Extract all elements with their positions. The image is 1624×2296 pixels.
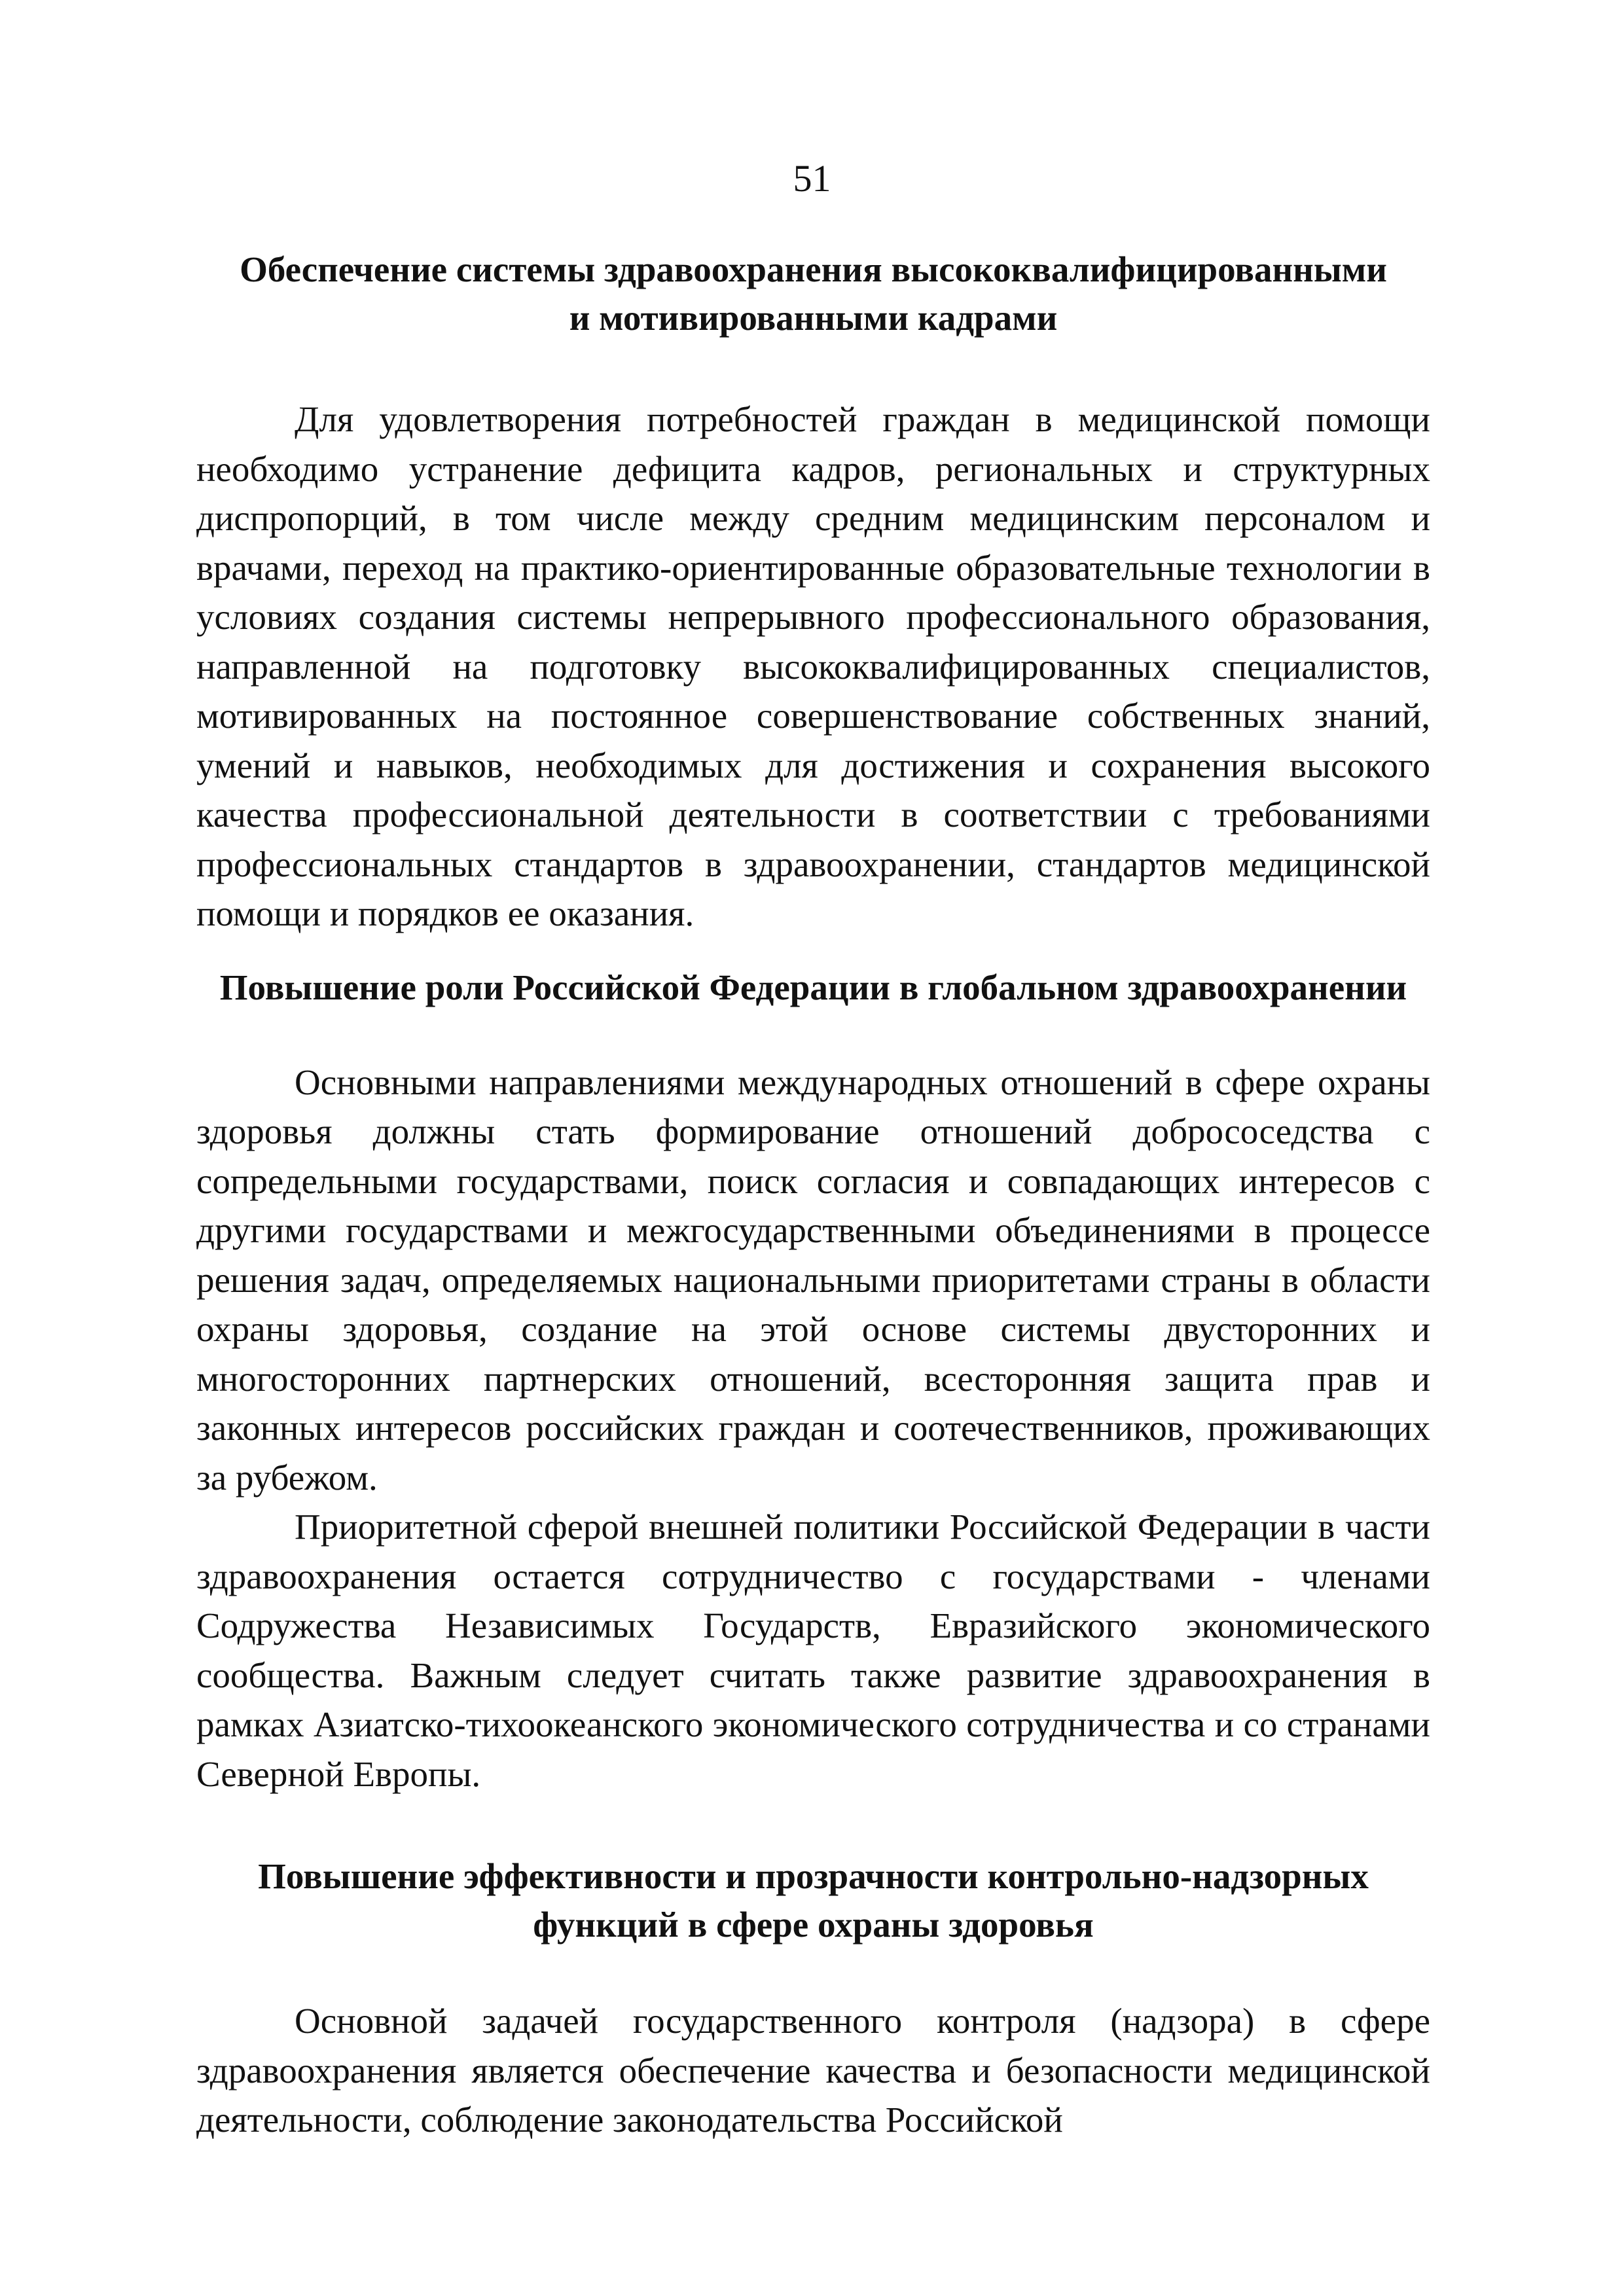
page-number: 51 [793, 157, 831, 200]
section-heading-control-oversight [196, 1852, 1430, 1949]
heading-line: функций в сфере охраны здоровья [533, 1905, 1094, 1945]
document-body [196, 245, 1430, 2145]
heading-line: Обеспечение системы здравоохранения высококвалифицированными [240, 249, 1387, 289]
section-heading-global-health [196, 963, 1430, 1012]
heading-line: Повышение роли Российской Федерации в глобальном здравоохранении [219, 967, 1407, 1007]
heading-line: Повышение эффективности и прозрачности контрольно-надзорных [258, 1856, 1369, 1896]
heading-line: и мотивированными кадрами [569, 298, 1058, 338]
section-heading-staffing [196, 245, 1430, 342]
paragraph: Приоритетной сферой внешней политики Российской Федерации в части здравоохранения остается сотрудничество с государствами - членами Содружества Независимых Государств, Евразийского экономического сообщества. Важным следует считать также развитие здравоохранения в рамках Азиатско-тихоокеанского экономического сотрудничества и со странами Северной Европы. [196, 1507, 1430, 1794]
paragraph: Для удовлетворения потребностей граждан в медицинской помощи необходимо устранение дефицита кадров, региональных и структурных диспропорций, в том числе между средним медицинским персоналом и врачами, переход на практико-ориентированные образовательные технологии в условиях создания системы непрерывного профессионального образования, направленной на подготовку высококвалифицированных специалистов, мотивированных на постоянное совершенствование собственных знаний, умений и навыков, необходимых для достижения и сохранения высокого качества профессиональной деятельности в соответствии с требованиями профессиональных стандартов в здравоохранении, стандартов медицинской помощи и порядков ее оказания. [196, 399, 1430, 933]
paragraph: Основной задачей государственного контроля (надзора) в сфере здравоохранения является обеспечение качества и безопасности медицинской деятельности, соблюдение законодательства Российской [196, 2001, 1430, 2140]
paragraph: Основными направлениями международных отношений в сфере охраны здоровья должны стать формирование отношений добрососедства с сопредельными государствами, поиск согласия и совпадающих интересов с другими государствами и межгосударственными объединениями в процессе решения задач, определяемых национальными приоритетами страны в области охраны здоровья, создание на этой основе системы двусторонних и многосторонних партнерских отношений, всесторонняя защита прав и законных интересов российских граждан и соотечественников, проживающих за рубежом. [196, 1062, 1430, 1498]
